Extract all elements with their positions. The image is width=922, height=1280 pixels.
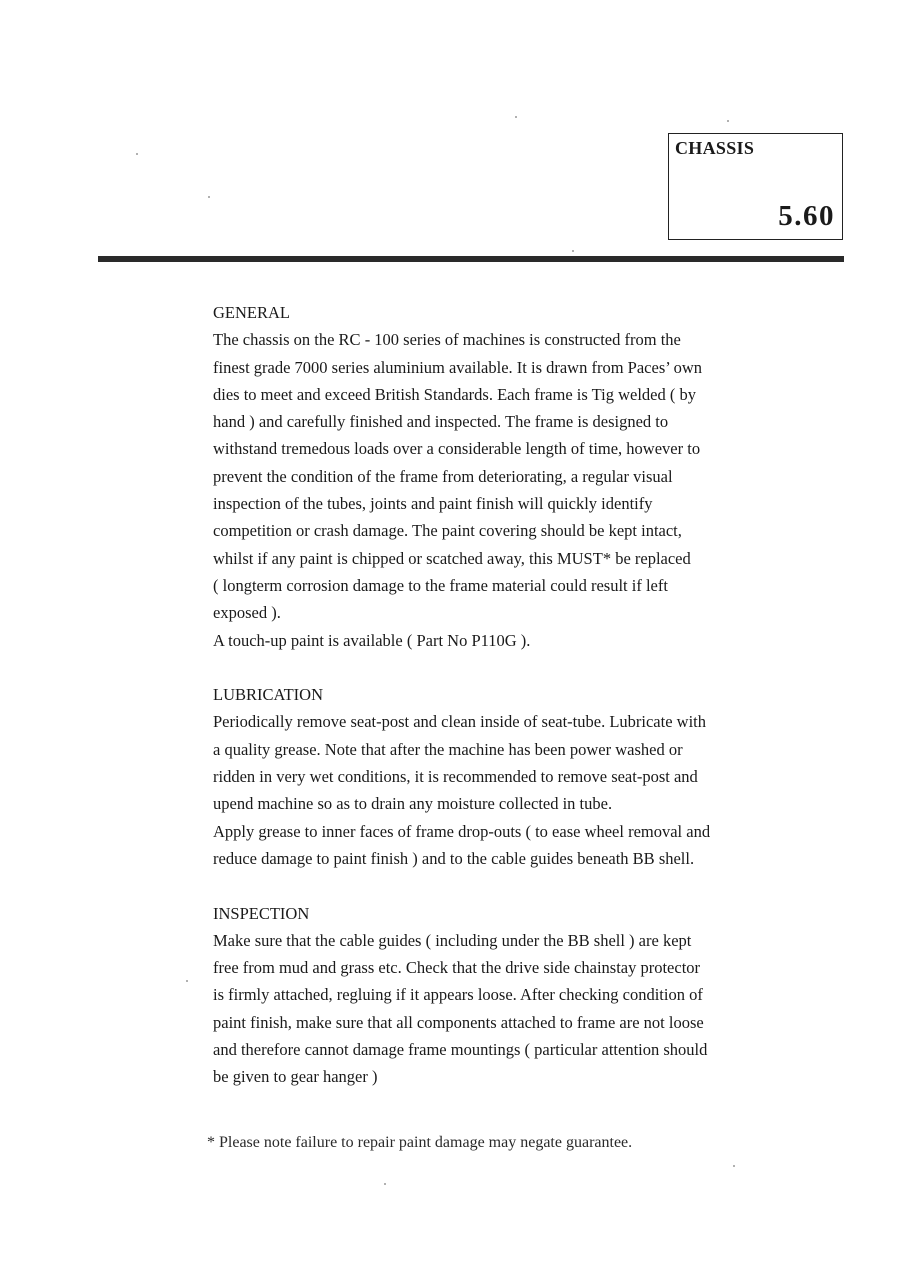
header-divider bbox=[98, 256, 844, 262]
scan-speck bbox=[208, 196, 210, 198]
scan-speck bbox=[136, 153, 138, 155]
section-gap bbox=[213, 872, 753, 899]
lubrication-line: upend machine so as to drain any moisture collected in tube. bbox=[213, 794, 613, 814]
lubrication-line: a quality grease. Note that after the machine has been power washed or bbox=[213, 739, 683, 759]
general-line: whilst if any paint is chipped or scatched away, this MUST* be replaced bbox=[213, 548, 691, 568]
general-line: hand ) and carefully finished and inspected. The frame is designed to bbox=[213, 412, 669, 432]
lubrication-line: Apply grease to inner faces of frame drop-outs ( to ease wheel removal and bbox=[213, 821, 711, 841]
scan-speck bbox=[186, 980, 188, 982]
scan-speck bbox=[515, 116, 517, 118]
inspection-line: is firmly attached, regluing if it appears loose. After checking condition of bbox=[213, 985, 703, 1005]
lubrication-line: Periodically remove seat-post and clean inside of seat-tube. Lubricate with bbox=[213, 712, 706, 732]
general-line: finest grade 7000 series aluminium available. It is drawn from Paces’ own bbox=[213, 357, 703, 377]
inspection-line: Make sure that the cable guides ( including under the BB shell ) are kept bbox=[213, 930, 692, 950]
inspection-line: paint finish, make sure that all components attached to frame are not loose bbox=[213, 1012, 704, 1032]
scan-speck bbox=[572, 250, 574, 252]
inspection-heading: INSPECTION bbox=[213, 903, 310, 923]
inspection-line: free from mud and grass etc. Check that the drive side chainstay protector bbox=[213, 958, 701, 978]
section-number: 5.60 bbox=[778, 200, 835, 232]
general-line: inspection of the tubes, joints and paint finish will quickly identify bbox=[213, 494, 653, 514]
general-line: withstand tremedous loads over a considerable length of time, however to bbox=[213, 439, 701, 459]
inspection-line: and therefore cannot damage frame mountings ( particular attention should bbox=[213, 1040, 708, 1060]
general-line: A touch-up paint is available ( Part No P110G ). bbox=[213, 630, 531, 650]
general-line: competition or crash damage. The paint covering should be kept intact, bbox=[213, 521, 682, 541]
general-line: prevent the condition of the frame from deteriorating, a regular visual bbox=[213, 466, 673, 486]
footnote: * Please note failure to repair paint damage may negate guarantee. bbox=[207, 1134, 633, 1151]
general-line: dies to meet and exceed British Standards. Each frame is Tig welded ( by bbox=[213, 384, 696, 404]
section-gap bbox=[213, 654, 753, 681]
general-line: exposed ). bbox=[213, 603, 281, 623]
lubrication-paragraph bbox=[213, 708, 753, 872]
section-title: CHASSIS bbox=[675, 138, 755, 158]
document-body bbox=[213, 299, 753, 1091]
inspection-line: be given to gear hanger ) bbox=[213, 1067, 378, 1087]
lubrication-heading: LUBRICATION bbox=[213, 685, 323, 705]
general-paragraph bbox=[213, 326, 753, 654]
scan-speck bbox=[733, 1165, 735, 1167]
scan-speck bbox=[727, 120, 729, 122]
lubrication-line: reduce damage to paint finish ) and to the cable guides beneath BB shell. bbox=[213, 848, 695, 868]
general-line: The chassis on the RC - 100 series of machines is constructed from the bbox=[213, 330, 681, 350]
lubrication-line: ridden in very wet conditions, it is recommended to remove seat-post and bbox=[213, 767, 698, 787]
scan-speck bbox=[384, 1183, 386, 1185]
general-line: ( longterm corrosion damage to the frame material could result if left bbox=[213, 575, 668, 595]
section-label-box bbox=[668, 133, 843, 240]
general-heading: GENERAL bbox=[213, 303, 290, 322]
inspection-paragraph bbox=[213, 927, 753, 1091]
